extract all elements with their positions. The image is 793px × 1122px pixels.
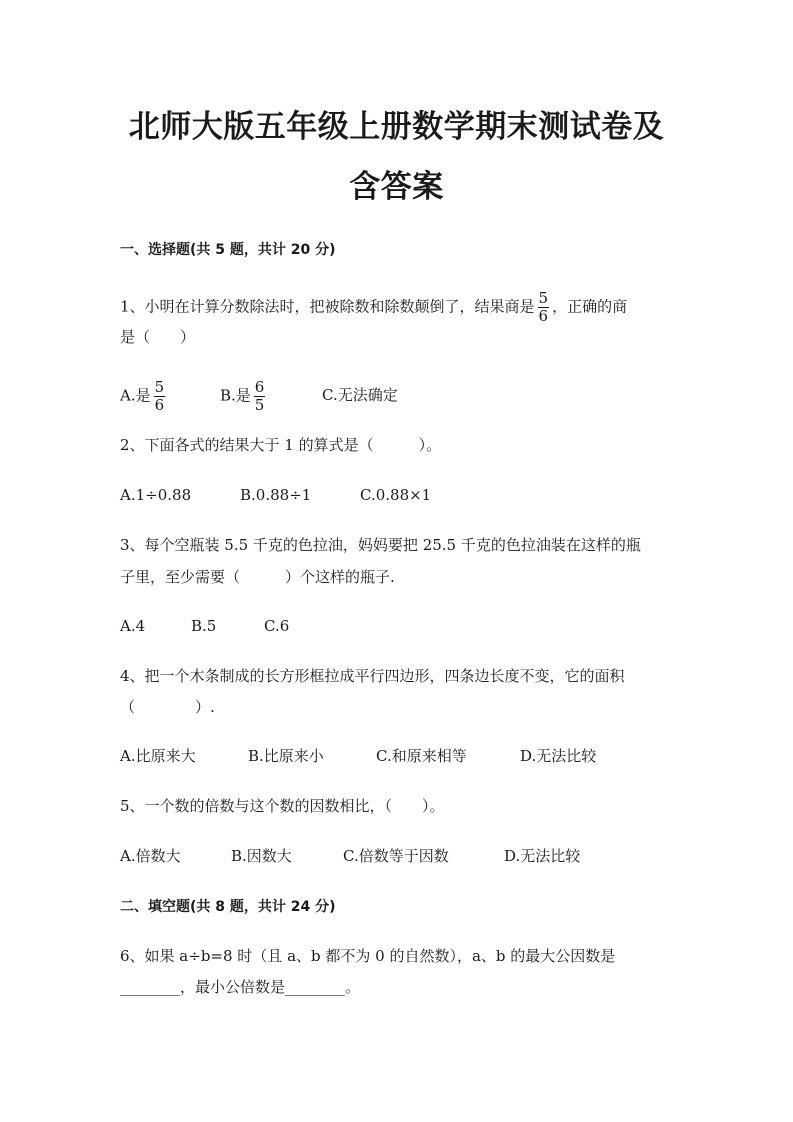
fraction-numerator: 5 <box>538 289 549 307</box>
question-1-fraction <box>538 291 550 324</box>
page-title-line-2: 含答案 <box>349 169 444 205</box>
option-b-prefix: B.是 <box>220 386 251 405</box>
option-b[interactable]: B.0.88÷1 <box>240 486 312 504</box>
question-5-options <box>120 846 680 866</box>
question-4-options <box>120 746 680 766</box>
fraction-denominator: 5 <box>254 396 265 414</box>
question-6-line-2: ________，最小公倍数是________。 <box>120 978 361 996</box>
option-c[interactable]: C.倍数等于因数 <box>343 847 449 865</box>
option-a[interactable] <box>120 380 168 413</box>
option-a-fraction <box>154 380 166 413</box>
option-d[interactable]: D.无法比较 <box>520 747 597 765</box>
question-1 <box>120 291 627 324</box>
option-c[interactable]: C.无法确定 <box>322 386 398 404</box>
question-3-line-2: 子里，至少需要（ ）个这样的瓶子. <box>120 568 395 586</box>
question-3-options <box>120 616 680 636</box>
question-2-options <box>120 485 680 505</box>
option-b[interactable]: B.因数大 <box>231 847 292 865</box>
fraction-denominator: 6 <box>154 396 165 414</box>
question-1-options <box>120 378 680 414</box>
option-b[interactable]: B.5 <box>191 617 217 635</box>
option-c[interactable]: C.0.88×1 <box>360 486 432 504</box>
question-4-line-2: （ ）. <box>120 698 215 716</box>
fraction-denominator: 6 <box>538 307 549 325</box>
question-2: 2、下面各式的结果大于 1 的算式是（ ）。 <box>120 436 442 454</box>
option-d[interactable]: D.无法比较 <box>504 847 581 865</box>
fraction-numerator: 6 <box>254 378 265 396</box>
question-6: 6、如果 a÷b=8 时（且 a、b 都不为 0 的自然数），a、b 的最大公因数是 <box>120 947 616 965</box>
section-heading-choice: 一、选择题(共 5 题，共计 20 分) <box>120 242 336 258</box>
option-a[interactable]: A.1÷0.88 <box>120 486 192 504</box>
question-1-text-after: ，正确的商 <box>552 297 628 316</box>
option-b[interactable]: B.比原来小 <box>248 747 324 765</box>
question-5: 5、一个数的倍数与这个数的因数相比，（ ）。 <box>120 797 445 815</box>
fraction-numerator: 5 <box>154 378 165 396</box>
option-c[interactable]: C.和原来相等 <box>376 747 467 765</box>
option-b-fraction <box>254 380 266 413</box>
option-a-prefix: A.是 <box>120 386 151 405</box>
option-c[interactable]: C.6 <box>264 617 290 635</box>
option-b[interactable] <box>220 380 268 413</box>
section-heading-fill-in: 二、填空题(共 8 题，共计 24 分) <box>120 899 336 915</box>
page-title-line-1: 北师大版五年级上册数学期末测试卷及 <box>128 109 665 145</box>
option-a[interactable]: A.倍数大 <box>120 847 181 865</box>
question-1-text: 1、小明在计算分数除法时，把被除数和除数颠倒了，结果商是 <box>120 297 535 316</box>
option-a[interactable]: A.4 <box>120 617 146 635</box>
question-1-line-2: 是（ ） <box>120 328 196 346</box>
option-a[interactable]: A.比原来大 <box>120 747 196 765</box>
question-4: 4、把一个木条制成的长方形框拉成平行四边形，四条边长度不变，它的面积 <box>120 667 625 685</box>
question-3: 3、每个空瓶装 5.5 千克的色拉油，妈妈要把 25.5 千克的色拉油装在这样的瓶 <box>120 536 641 554</box>
